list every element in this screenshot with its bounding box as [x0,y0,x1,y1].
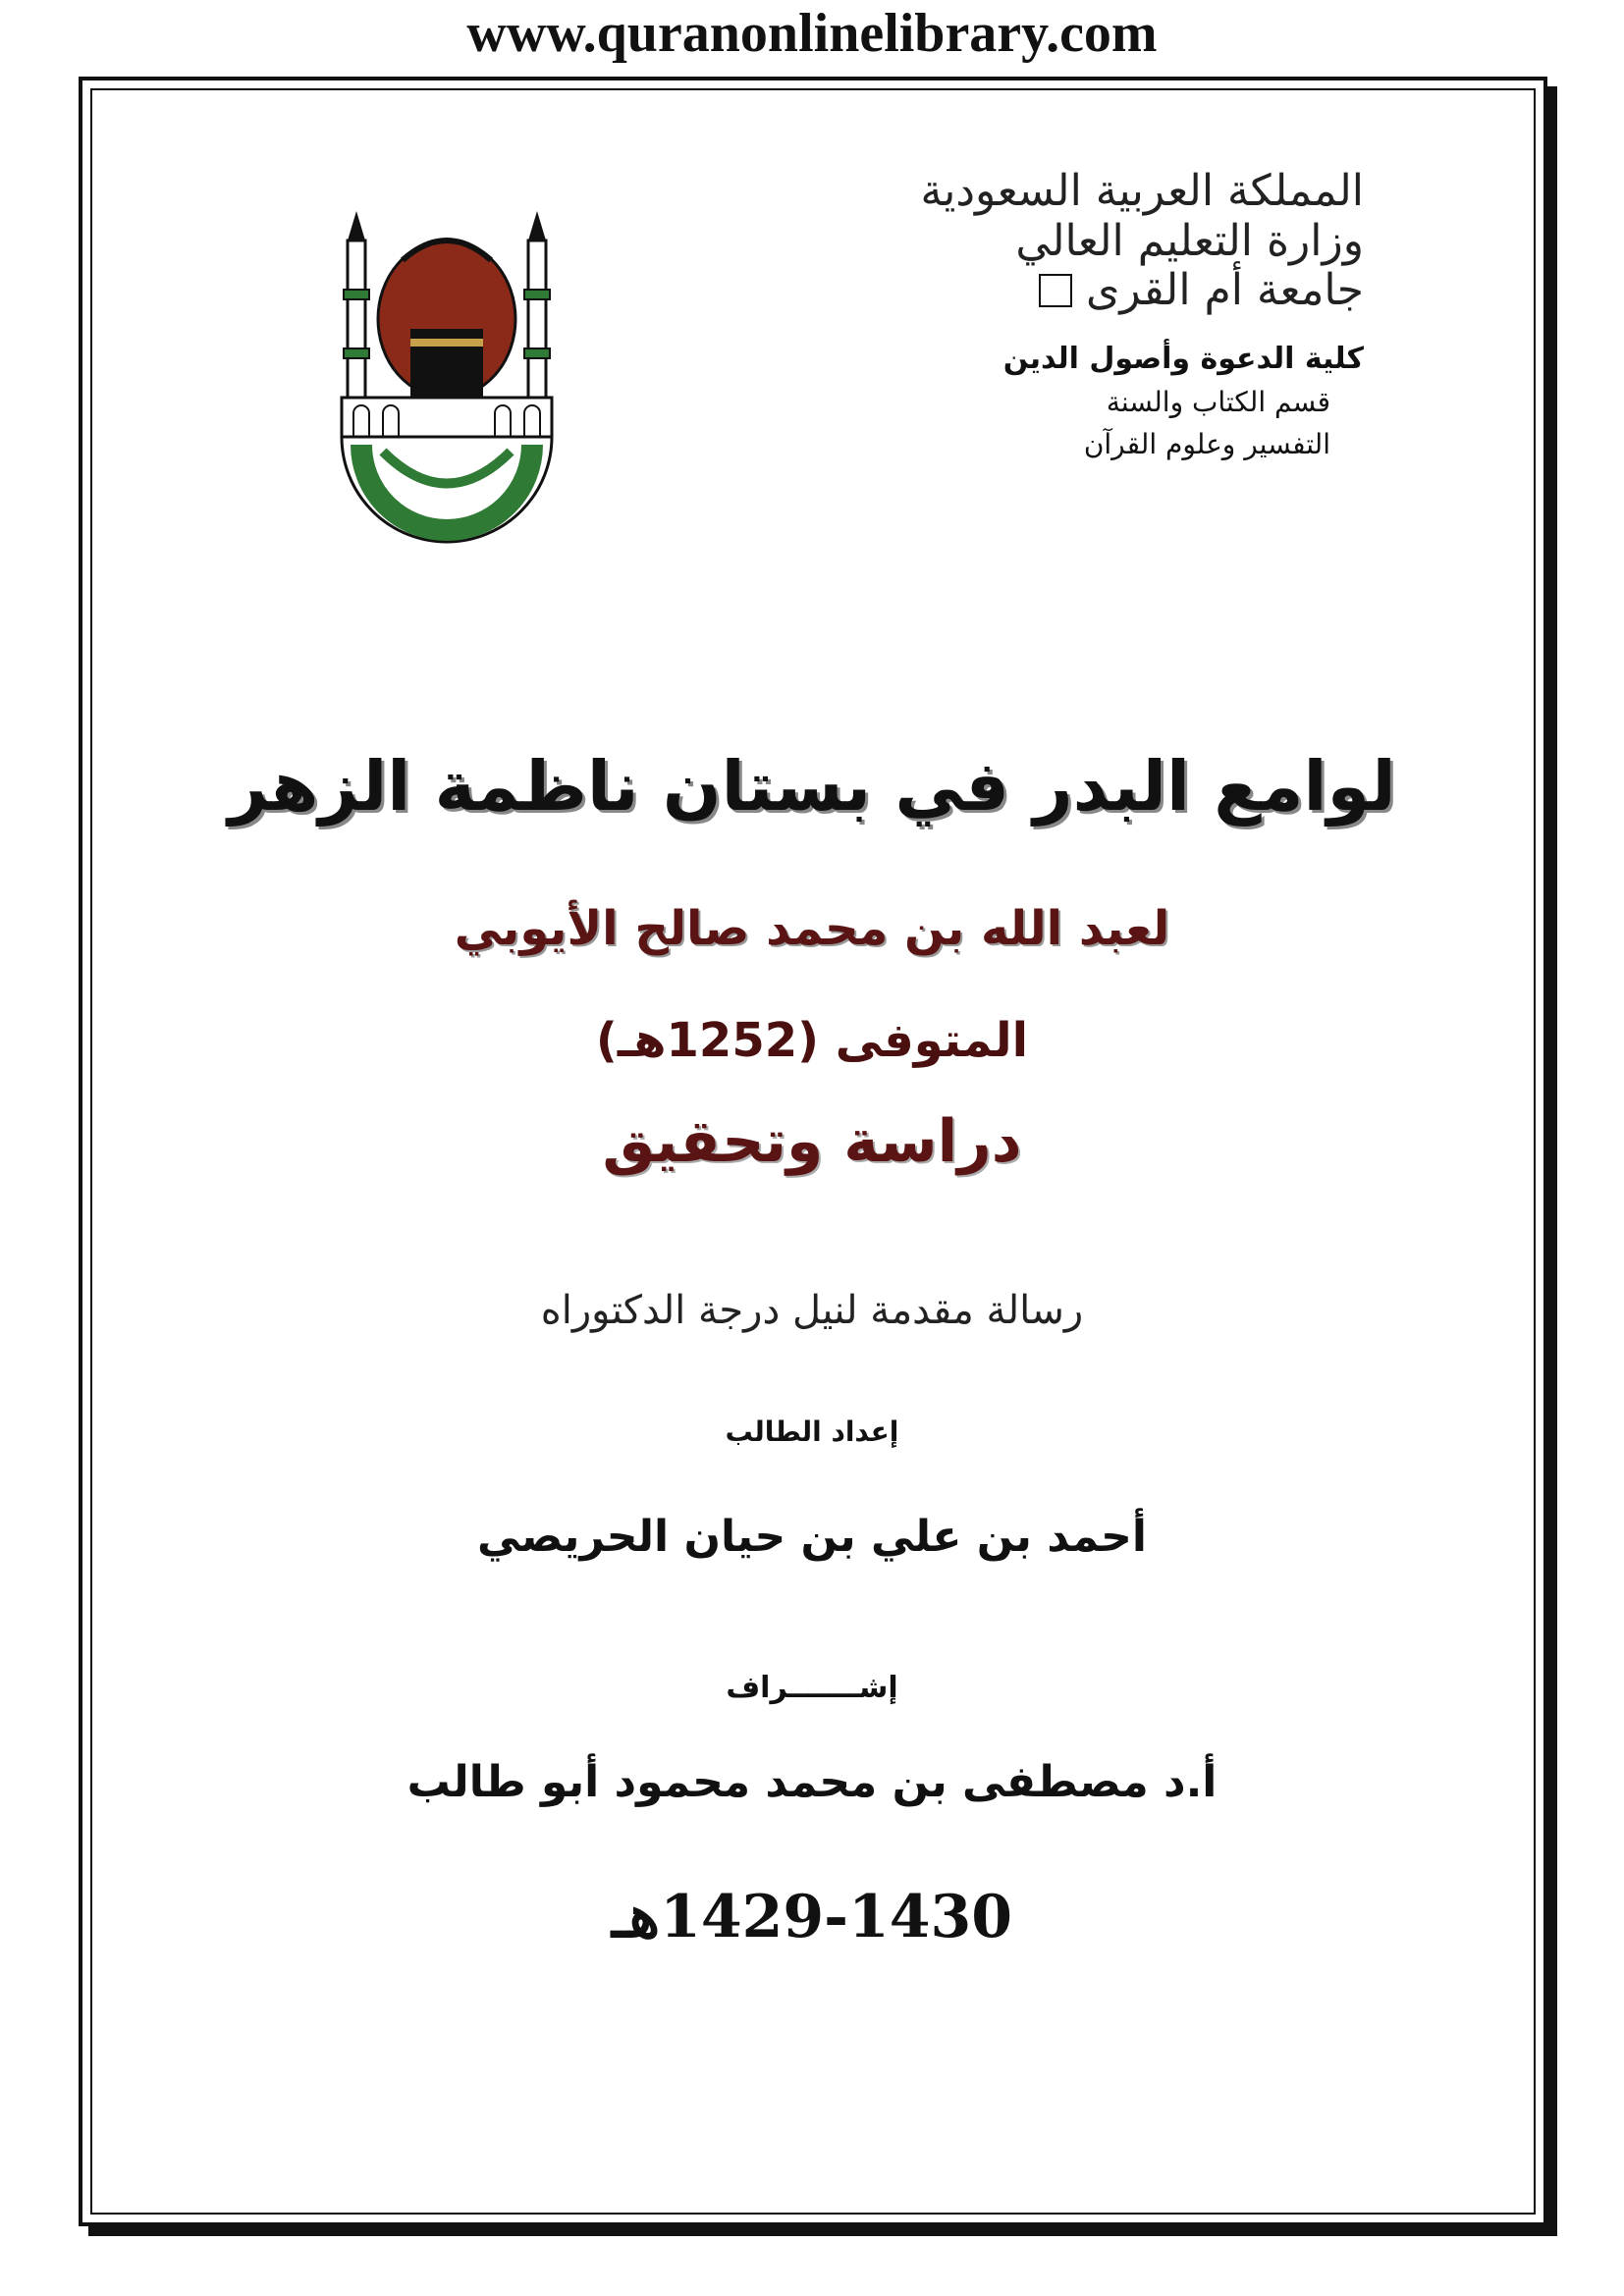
supervisor-name: أ.د مصطفى بن محمد محمود أبو طالب [406,1757,1218,1807]
specialization-name: التفسير وعلوم القرآن [1083,427,1330,460]
prepared-by-label: إعداد الطالب [725,1415,899,1448]
study-label: دراسة وتحقيق [602,1107,1022,1176]
academic-year: 1429-1430هـ [611,1883,1013,1951]
death-date: المتوفى (1252هـ) [595,1013,1029,1068]
website-url: www.quranonlinelibrary.com [466,3,1158,64]
thesis-title: لوامع البدر في بستان ناظمة الزهر [228,746,1396,827]
university-row [853,266,1364,316]
institution-header [853,167,1364,460]
university-name: جامعة أم القرى [1085,265,1364,316]
degree-statement: رسالة مقدمة لنيل درجة الدكتوراه [540,1288,1084,1333]
checkbox-icon [1039,274,1072,307]
author-line: لعبد الله بن محمد صالح الأيوبي [454,901,1170,956]
umm-al-qura-university-logo [334,201,560,555]
supervision-label: إشـــــــراف [726,1671,898,1705]
kingdom-name: المملكة العربية السعودية [920,166,1364,216]
ministry-name: وزارة التعليم العالي [1015,215,1364,266]
faculty-name: كلية الدعوة وأصول الدين [1002,341,1364,376]
department-name: قسم الكتاب والسنة [1106,385,1330,418]
student-name: أحمد بن علي بن حيان الحريصي [477,1512,1147,1562]
